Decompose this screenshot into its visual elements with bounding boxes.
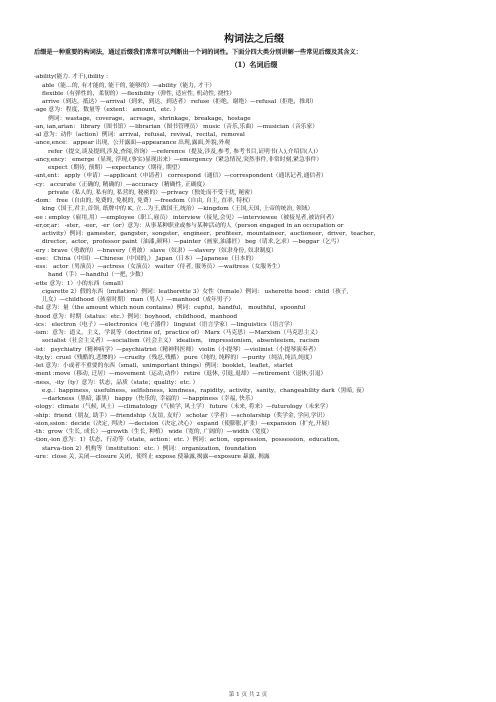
document-line: -tion,-ion 意为：1）状态，行动等（state，action：etc. ）例词：action，oppression，possession，education， [34, 437, 344, 444]
document-line: -ery : brave（勇敢的）—bravery（勇敢） slave（奴隶）—slavery（奴隶身份, 奴隶制度） [34, 247, 277, 254]
document-line: starva-tion 2）机构等（institution：etc. ）例词： organization，foundation [42, 445, 257, 452]
document-line: hand（手）—handful（一把, 少数） [48, 272, 147, 279]
document-line: -ity,ty：cruel（残酷的,悲惨的）—cruelty（残忍,残酷） pure（纯的, 纯粹的）—purity（纯洁,纯洁,纯度） [34, 354, 316, 361]
document-line: -cy： accurate（正确的, 精确的）—accuracy（精确性, 正确度） [34, 181, 209, 188]
document-line: -ance,ence： appear 出现，公开露面—appearance 出现,露面,外貌,外观 [34, 140, 231, 147]
page-title: 构词法之后缀 [224, 34, 284, 45]
document-line: -age 意为：程度，数量等（extent： amount，etc. ） [34, 107, 180, 114]
document-line: -an, ian,arian： library（图书馆）—librarian（图书管理员） music（音乐,乐曲）—musician（音乐家） [34, 123, 319, 130]
page-footer: 第 1 页 共 2 页 [228, 692, 268, 698]
document-line: -sion,ssion：decide（决定, 判决）—decision（决定,决心） expand（使膨胀,扩张）—expansion（扩充,开展） [34, 420, 333, 427]
document-line: -dom： free（自由的, 免费的, 免税的, 免费）—freedom（自由, 自主, 直率, 特权） [34, 198, 254, 205]
document-line: expect（期待, 预期）—expectancy（期待, 期望） [48, 165, 184, 172]
document-line: —darkness（黑暗, 漆黑） happy（快乐的, 幸福的）—happiness（幸福, 快乐） [42, 396, 257, 403]
document-line: -th：grow（生长, 成长）—growth（生长, 种植） wide（宽的, 广阔的）—width（宽度） [34, 429, 273, 436]
document-line: -let 意为：小或者不重要的东西（small，unimportant things）例词：booklet，leaflet，starlet [34, 363, 294, 370]
document-line: -ure：close 关, 关闭—closure 关闭，使终止 expose 使暴露,揭露—exposure 暴露, 揭露 [34, 453, 270, 460]
document-line: -ness，-ity（ty）意为：状态，品质（state；quality：etc. ） [34, 379, 199, 386]
document-line: -ism：意为：道义，主义，学说等（doctrine of，practice of） Marx（马克思）—Marxism（马克思主义） [34, 330, 321, 337]
document-line: able（能…的, 有才能的, 能干的, 能够的）—ability（能力, 才干） [42, 82, 216, 89]
document-line: -ess： actor（男演员）—actress（女演员） waiter（侍者, 服务员）—waitress（女服务生） [34, 264, 284, 271]
document-line: -ics： electron（电子）—electronics（电子器件） linguist（语言学家）—linguistics（语言学） [34, 321, 296, 328]
document-line: director，actor，professor paint（油漆,颜料）—painter（画家,油漆匠） beg（请求,乞求）—beggar（乞丐） [42, 239, 343, 246]
document-line: -al 意为：动作（action）例词：arrival，refusal，revival，recital，removal [34, 132, 245, 139]
document-line: -ist： psychiatry（精神病学）—psychiatrist（精神科医师） violin（小提琴）—violinist（小提琴演奏者） [34, 346, 320, 353]
document-line: -ancy,ency： emerge（显现, 浮现,(事实)显现出来）—emergency（紧急情况,突然事件,非常时刻,紧急事件） [34, 156, 323, 163]
document-line: -hood 意为：时期（status：etc.）例词：boyhood，childhood，manhood [34, 313, 238, 320]
document-line: private（私人的, 私有的, 私营的, 秘密的）—privacy（独处而不受干扰, 秘密） [48, 189, 256, 196]
document-line: socialist（社会主义者）—socialism（社会主义） idealism， impressionism，absenteeism，racism [42, 338, 320, 345]
document-line: activity）例词：gamester，gangster，songster，engineer，profiteer，mountaineer，auctioneer，driver，teacher， [42, 231, 380, 238]
suffix-list [34, 73, 474, 461]
document-line: flexible（有弹性的，柔韧的）—flexibility（弹性, 适应性, 机动性, 挠性） [42, 90, 236, 97]
document-line: refer（提交,谈及提到,涉及,查阅,咨询）—reference（提及,涉及,参考, 参考书目,证明书(人),介绍信(人)） [48, 148, 322, 155]
document-line: -ship：friend（朋友, 助手）—friendship（友谊, 友好） scholar（学者）—scholarship（奖学金, 学问,学识） [34, 412, 329, 419]
document-line: -ment :move（移动, 迁居）—movement（运动,动作） retire（退休, 引退,退却）—retirement（退休,引退） [34, 371, 327, 378]
document-line: 例词：wastage，coverage， acreage，shrinkage，breakage，hostage [48, 115, 251, 122]
intro-paragraph: 后缀是一种重要的构词法，通过后缀我们常常可以判断出一个词的词性。下面分四大类分别讲解一些常见后缀及其含义： [34, 49, 362, 56]
document-line: -ant,ent： apply（申请）—applicant（申请者） correspond（通信）—correspondent（通讯记者,通信者） [34, 173, 327, 180]
section-heading: （1）名词后缀 [230, 60, 278, 70]
document-line: -er,or,ar： -ster，-eer，-er（or）意为：从事某种职业或参与某种活动的人（person engaged in an occupation or [34, 222, 344, 229]
document-line: -ee : employ（雇用,用）—employee（职工,雇员） interview（接见,会见）—interviewee（被接见者,被访问者） [34, 214, 338, 221]
document-line: -ology：climate（气候, 风土）—climatology（气候学, 风土学） future（未来, 将来）—futurology（未来学） [34, 404, 332, 411]
document-line: -ese： China（中国）—Chinese（中国的,） Japan（日本）—Japanese（日本的） [34, 255, 258, 262]
document-line: -ful 意为：量（the amount which noun contains）例词：cupful，handful， mouthful，spoonful [34, 305, 306, 312]
document-line: -ette 意为：1）小的东西（small） [34, 280, 127, 287]
document-line: arrive（到达，抵达）—arrival（到来，到达，到达者） refuse（拒绝，谢绝）—refusal（拒绝，推却） [42, 99, 317, 106]
document-line: 儿女）—childhood（孩童时期） man（男人）—manhood（成年男子） [42, 297, 235, 304]
document-line: cigarette 2）假的东西（imitation）例词：leatherette 3）女性（female）例词： usherette hood：child（孩子, [42, 288, 349, 295]
document-line: e.g.：happiness，usefulness，selfishness，kindness，rapidity，activity，sanity，changeability dark（黑暗, 夜） [42, 387, 368, 394]
document-line: -ability(能力. 才干),ibility : [34, 74, 109, 81]
document-line: king（国王,君主,首领, 纸牌中的 K, 立…为王,做国王,统治）—kingdom（王国,天国, 上帝的统治, 领域） [42, 206, 314, 213]
